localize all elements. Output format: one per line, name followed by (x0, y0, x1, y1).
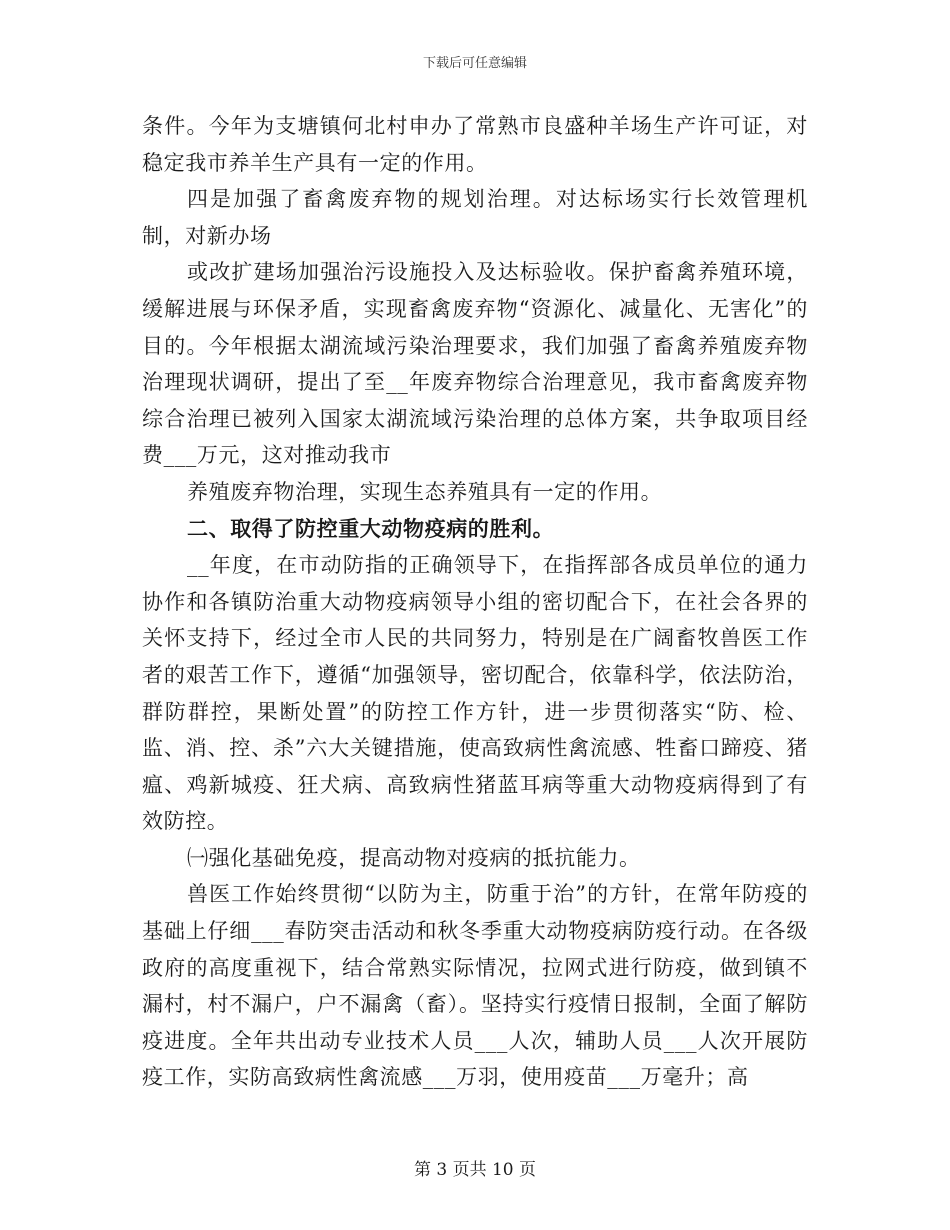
paragraph-4: 养殖废弃物治理，实现生态养殖具有一定的作用。 (187, 479, 663, 504)
section-heading: 二、取得了防控重大动物疫病的胜利。 (187, 515, 555, 541)
paragraph-6: 兽医工作始终贯彻“以防为主，防重于治”的方针，在常年防疫的基础上仔细___春防突击活动和秋冬季重大动物疫病防疫行动。在各级政府的高度重视下，结合常熟实际情况，拉网式进行防疫，做到镇不漏村，村不漏户，户不漏禽（畜）。坚持实行疫情日报制，全面了解防疫进度。全年共出动专业技术人员___人次，辅助人员___人次开展防疫工作，实防高致病性禽流感___万羽，使用疫苗___万毫升；高 (142, 882, 808, 1090)
paragraph-3: 或改扩建场加强治污设施投入及达标验收。保护畜禽养殖环境，缓解进展与环保矛盾，实现畜禽废弃物“资源化、减量化、无害化”的目的。今年根据太湖流域污染治理要求，我们加强了畜禽养殖废弃物治理现状调研，提出了至__年废弃物综合治理意见，我市畜禽废弃物综合治理已被列入国家太湖流域污染治理的总体方案，共争取项目经费___万元，这对推动我市 (142, 260, 808, 468)
paragraph-1: 条件。今年为支塘镇何北村申办了常熟市良盛种羊场生产许可证，对稳定我市养羊生产具有一定的作用。 (142, 114, 808, 175)
paragraph-2: 四是加强了畜禽废弃物的规划治理。对达标场实行长效管理机制，对新办场 (142, 187, 808, 248)
paragraph-5: __年度，在市动防指的正确领导下，在指挥部各成员单位的通力协作和各镇防治重大动物疫病领导小组的密切配合下，在社会各界的关怀支持下，经过全市人民的共同努力，特别是在广阔畜牧兽医工作者的艰苦工作下，遵循“加强领导，密切配合，依靠科学，依法防治，群防群控，果断处置”的防控工作方针，进一步贯彻落实“防、检、监、消、控、杀”六大关键措施，使高致病性禽流感、牲畜口蹄疫、猪瘟、鸡新城疫、狂犬病、高致病性猪蓝耳病等重大动物疫病得到了有效防控。 (142, 553, 808, 834)
document-body (142, 108, 808, 1096)
page-header: 下载后可任意编辑 (422, 56, 527, 71)
subsection-heading: ㈠强化基础免疫，提高动物对疫病的抵抗能力。 (187, 845, 641, 870)
page-number: 第 3 页共 10 页 (413, 1160, 537, 1180)
